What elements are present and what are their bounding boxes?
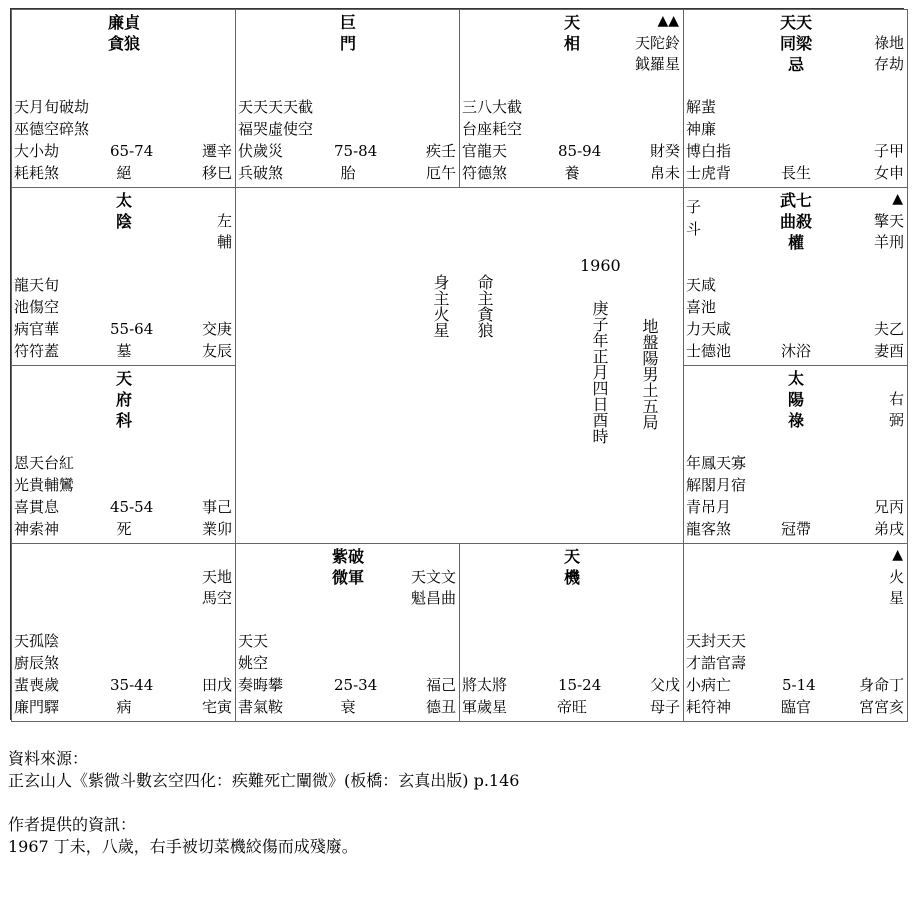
major-star: 府 bbox=[115, 390, 132, 409]
life-stage: 絕 bbox=[116, 164, 132, 182]
minor-star: 左 bbox=[216, 212, 232, 230]
center-chart-info: 地盤陽男土五局 bbox=[640, 318, 659, 430]
palace-cell-xu bbox=[683, 365, 908, 544]
misc-star: 光貴輔鸞 bbox=[14, 476, 75, 494]
minor-star: 星 bbox=[888, 589, 904, 607]
age-range: 25-34 bbox=[334, 676, 378, 694]
center-year: 1960 bbox=[580, 256, 621, 275]
center-shen-zhu: 身主火星 bbox=[431, 274, 450, 338]
life-stage: 帝旺 bbox=[556, 698, 587, 716]
palace-cell-wu bbox=[235, 9, 460, 188]
misc-star: 龍天旬 bbox=[14, 276, 60, 294]
palace-cell-mao bbox=[11, 365, 236, 544]
misc-star: 年鳳天寡 bbox=[686, 454, 747, 472]
bottom-star: 符德煞 bbox=[462, 164, 508, 182]
age-range: 45-54 bbox=[110, 498, 154, 516]
misc-star: 姚空 bbox=[238, 654, 269, 672]
life-stage: 死 bbox=[116, 520, 132, 538]
palace-name: 宮宮亥 bbox=[858, 698, 904, 716]
center-birth-time: 庚子年正月四日酉時 bbox=[590, 300, 609, 444]
palace-name: 疾壬 bbox=[425, 142, 456, 160]
bottom-star: 廉門驛 bbox=[14, 698, 60, 716]
minor-star: 羊刑 bbox=[873, 233, 904, 251]
center-ming-zhu: 命主貪狼 bbox=[475, 274, 494, 338]
palace-name: 帛未 bbox=[649, 164, 680, 182]
palace-cell-shen bbox=[683, 9, 908, 188]
palace-cell-zi bbox=[459, 543, 684, 722]
palace-cell-wei bbox=[459, 9, 684, 188]
palace-name: 宅寅 bbox=[201, 698, 232, 716]
misc-star: 福哭虛使空 bbox=[238, 120, 314, 138]
palace-name: 移巳 bbox=[201, 164, 232, 182]
minor-star: 天地 bbox=[201, 568, 232, 586]
palace-name: 遷辛 bbox=[201, 142, 232, 160]
misc-star: 天咸 bbox=[686, 276, 717, 294]
arrow-marker: ▲ bbox=[892, 547, 903, 563]
major-star: 同梁 bbox=[779, 34, 812, 53]
minor-star: 存劫 bbox=[873, 55, 904, 73]
bottom-star: 小病亡 bbox=[686, 676, 732, 694]
bottom-star: 神索神 bbox=[14, 520, 60, 538]
bottom-star: 博白指 bbox=[686, 142, 732, 160]
minor-star: 天文文 bbox=[410, 568, 456, 586]
minor-star: 輔 bbox=[216, 233, 232, 251]
bottom-star: 書氣鞍 bbox=[238, 698, 284, 716]
palace-name: 夫乙 bbox=[873, 320, 904, 338]
minor-star: 火 bbox=[888, 568, 904, 586]
misc-star: 天天 bbox=[238, 632, 269, 650]
major-star: 天 bbox=[115, 369, 132, 388]
palace-name: 妻酉 bbox=[873, 342, 904, 360]
misc-star: 喜池 bbox=[686, 298, 717, 316]
misc-star: 池傷空 bbox=[14, 298, 60, 316]
life-stage: 臨官 bbox=[780, 698, 811, 716]
major-star: 太 bbox=[115, 191, 132, 210]
major-star: 天天 bbox=[779, 13, 812, 32]
palace-name: 財癸 bbox=[649, 142, 680, 160]
palace-name: 兄丙 bbox=[873, 498, 904, 516]
bottom-star: 龍客煞 bbox=[686, 520, 732, 538]
major-star: 貪狼 bbox=[107, 34, 140, 53]
palace-cell-si bbox=[11, 9, 236, 188]
palace-name: 女申 bbox=[873, 164, 904, 182]
life-stage: 養 bbox=[564, 164, 580, 182]
minor-star: 右 bbox=[888, 390, 904, 408]
palace-name: 子甲 bbox=[873, 142, 904, 160]
major-star: 權 bbox=[787, 233, 804, 252]
misc-star: 恩天台紅 bbox=[14, 454, 75, 472]
major-star: 相 bbox=[563, 34, 580, 53]
life-stage: 病 bbox=[116, 698, 132, 716]
palace-name: 業卯 bbox=[201, 520, 232, 538]
life-stage: 長生 bbox=[780, 164, 811, 182]
minor-star: 天陀鈴 bbox=[634, 34, 680, 52]
major-star: 科 bbox=[115, 411, 132, 430]
life-stage: 衰 bbox=[340, 698, 356, 716]
major-star: 曲殺 bbox=[779, 212, 812, 231]
bottom-star: 耗符神 bbox=[686, 698, 732, 716]
minor-star: 魁昌曲 bbox=[410, 589, 456, 607]
misc-star: 解閣月宿 bbox=[686, 476, 747, 494]
palace-cell-chen bbox=[11, 187, 236, 366]
palace-cell-you bbox=[683, 187, 908, 366]
misc-star: 三八大截 bbox=[462, 98, 523, 116]
bottom-star: 耗耗煞 bbox=[14, 164, 60, 182]
misc-star: 天封天天 bbox=[686, 632, 747, 650]
major-star: 機 bbox=[563, 568, 580, 587]
major-star: 紫破 bbox=[331, 547, 364, 566]
palace-cell-chou bbox=[235, 543, 460, 722]
palace-cell-hai bbox=[683, 543, 908, 722]
palace-name: 弟戌 bbox=[873, 520, 904, 538]
bottom-star: 士德池 bbox=[686, 342, 732, 360]
age-range: 75-84 bbox=[334, 142, 378, 160]
palace-name: 事己 bbox=[201, 498, 232, 516]
palace-name: 母子 bbox=[649, 698, 680, 716]
major-star: 太 bbox=[787, 369, 804, 388]
age-range: 55-64 bbox=[110, 320, 154, 338]
major-star: 廉貞 bbox=[107, 13, 140, 32]
bottom-star: 符符蓋 bbox=[14, 342, 60, 360]
major-star: 天 bbox=[563, 547, 580, 566]
chart-center bbox=[234, 188, 684, 544]
palace-name: 田戊 bbox=[201, 676, 232, 694]
arrow-marker: ▲▲ bbox=[657, 13, 679, 29]
info-title: 作者提供的資訊： bbox=[8, 815, 137, 834]
palace-name: 身命丁 bbox=[858, 676, 904, 694]
life-stage: 墓 bbox=[116, 342, 132, 360]
major-star: 陽 bbox=[787, 390, 804, 409]
bottom-star: 軍歲星 bbox=[462, 698, 508, 716]
misc-star: 台座耗空 bbox=[462, 120, 523, 138]
palace-name: 友辰 bbox=[201, 342, 232, 360]
palace-name: 福己 bbox=[425, 676, 456, 694]
major-star: 祿 bbox=[787, 411, 804, 430]
misc-star: 天月旬破劫 bbox=[14, 98, 90, 116]
misc-star: 天天天天截 bbox=[238, 98, 314, 116]
minor-star: 弼 bbox=[888, 411, 904, 429]
palace-name: 交庚 bbox=[201, 320, 232, 338]
life-stage: 胎 bbox=[340, 164, 356, 182]
source-title: 資料來源： bbox=[8, 749, 89, 768]
bottom-star: 將太將 bbox=[462, 676, 508, 694]
left-top-star: 子 bbox=[686, 198, 702, 216]
palace-name: 父戊 bbox=[649, 676, 680, 694]
major-star: 武七 bbox=[779, 191, 812, 210]
age-range: 35-44 bbox=[110, 676, 154, 694]
palace-cell-yin bbox=[11, 543, 236, 722]
ziwei-chart bbox=[10, 8, 904, 720]
info-text: 1967 丁未，八歲，右手被切菜機絞傷而成殘廢。 bbox=[8, 837, 358, 856]
bottom-star: 奏晦攀 bbox=[238, 676, 284, 694]
bottom-star: 官龍天 bbox=[462, 142, 508, 160]
age-range: 5-14 bbox=[782, 676, 816, 694]
major-star: 巨 bbox=[339, 13, 356, 32]
major-star: 微軍 bbox=[331, 568, 364, 587]
misc-star: 神廉 bbox=[686, 120, 717, 138]
misc-star: 天孤陰 bbox=[14, 632, 60, 650]
notes bbox=[8, 748, 519, 858]
life-stage: 冠帶 bbox=[780, 520, 811, 538]
bottom-star: 士虎背 bbox=[686, 164, 732, 182]
major-star: 天 bbox=[563, 13, 580, 32]
bottom-star: 大小劫 bbox=[14, 142, 60, 160]
age-range: 65-74 bbox=[110, 142, 154, 160]
minor-star: 馬空 bbox=[201, 589, 232, 607]
major-star: 陰 bbox=[115, 212, 132, 231]
misc-star: 解蜚 bbox=[686, 98, 717, 116]
bottom-star: 力天咸 bbox=[686, 320, 732, 338]
bottom-star: 伏歲災 bbox=[238, 142, 284, 160]
life-stage: 沐浴 bbox=[780, 342, 811, 360]
palace-name: 厄午 bbox=[425, 164, 456, 182]
minor-star: 鉞羅星 bbox=[634, 55, 680, 73]
age-range: 85-94 bbox=[558, 142, 602, 160]
bottom-star: 病官華 bbox=[14, 320, 60, 338]
left-top-star: 斗 bbox=[686, 220, 702, 238]
misc-star: 才誥官壽 bbox=[686, 654, 747, 672]
palace-name: 德丑 bbox=[425, 698, 456, 716]
source-text: 正玄山人《紫微斗數玄空四化：疾難死亡闡微》(板橋：玄真出版) p.146 bbox=[8, 771, 520, 790]
major-star: 門 bbox=[339, 34, 356, 53]
arrow-marker: ▲ bbox=[892, 191, 903, 207]
major-star: 忌 bbox=[787, 55, 804, 74]
bottom-star: 兵破煞 bbox=[238, 164, 284, 182]
bottom-star: 青吊月 bbox=[686, 498, 732, 516]
bottom-star: 蜚喪歲 bbox=[14, 676, 60, 694]
misc-star: 廚辰煞 bbox=[14, 654, 60, 672]
age-range: 15-24 bbox=[558, 676, 602, 694]
minor-star: 擎天 bbox=[873, 212, 904, 230]
misc-star: 巫德空碎煞 bbox=[14, 120, 90, 138]
bottom-star: 喜貫息 bbox=[14, 498, 60, 516]
minor-star: 祿地 bbox=[873, 34, 904, 52]
